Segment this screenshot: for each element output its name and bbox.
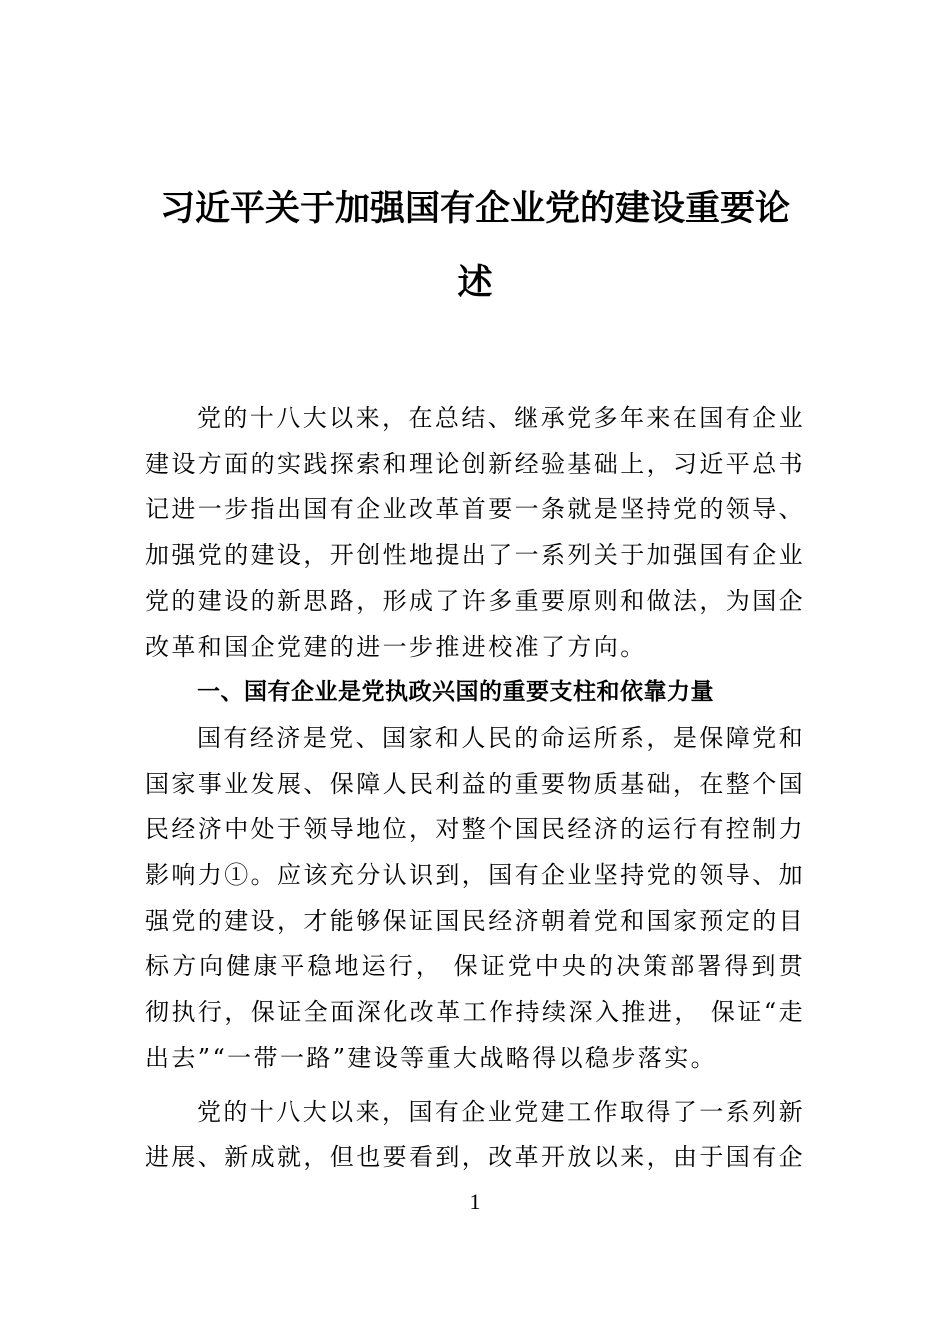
document-title: 习近平关于加强国有企业党的建设重要论述 (159, 188, 790, 303)
page-number: 1 (469, 1189, 481, 1214)
paragraph-intro: 党的十八大以来，在总结、继承党多年来在国有企业建设方面的实践探索和理论创新经验基础上，习近平总书记进一步指出国有企业改革首要一条就是坚持党的领导、加强党的建设，开创性地提出了一系列关于加强国有企业党的建设的新思路，形成了许多重要原则和做法，为国企改革和国企党建的进一步推进校准了方向。 (145, 404, 805, 661)
paragraph-gap (145, 1082, 805, 1090)
document-body (145, 396, 805, 1181)
paragraph-party-building: 党的十八大以来，国有企业党建工作取得了一系列新进展、新成就，但也要看到，改革开放以来，由于国有企 (145, 1097, 805, 1172)
paragraph-state-economy: 国有经济是党、国家和人民的命运所系，是保障党和国家事业发展、保障人民利益的重要物质基础，在整个国民经济中处于领导地位，对整个国民经济的运行有控制力影响力①。应该充分认识到，国有企业坚持党的领导、加强党的建设，才能够保证国民经济朝着党和国家预定的目标方向健康平稳地运行， 保证党中央的决策部署得到贯彻执行，保证全面深化改革工作持续深入推进， 保证“走出去”“一带一路”建设等重大战略得以稳步落实。 (145, 723, 805, 1072)
section-heading: 一、国有企业是党执政兴国的重要支柱和依靠力量 (197, 679, 714, 706)
